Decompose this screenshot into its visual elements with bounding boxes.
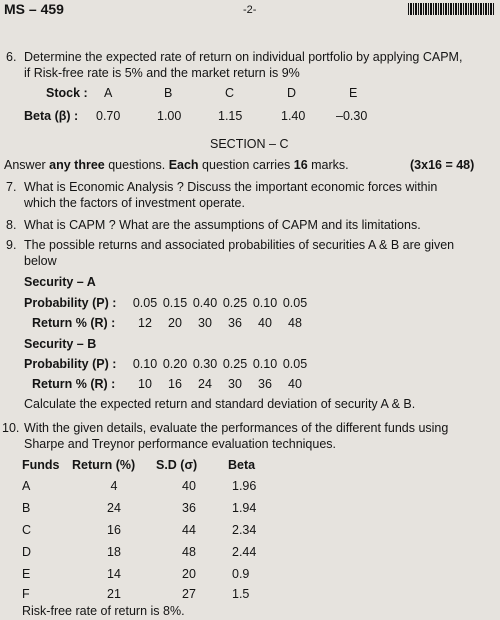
q6-line2: if Risk-free rate is 5% and the market return is 9% — [24, 66, 300, 80]
security-a-return: 12 — [138, 316, 152, 330]
beta-b: 1.00 — [157, 109, 182, 123]
table-row — [22, 501, 272, 516]
security-a-return: 30 — [198, 316, 212, 330]
fund-name: A — [22, 479, 31, 493]
q7-line1: What is Economic Analysis ? Discuss the important economic forces within — [24, 180, 438, 194]
stock-a: A — [104, 86, 113, 100]
fund-sd: 36 — [182, 501, 196, 515]
q9-closing: Calculate the expected return and standard deviation of security A & B. — [24, 397, 416, 411]
security-a-prob: 0.05 — [132, 296, 158, 310]
security-a-return: 36 — [228, 316, 242, 330]
fund-return: 21 — [107, 587, 121, 601]
security-b-prob: 0.10 — [132, 357, 158, 371]
fund-beta: 2.34 — [232, 523, 257, 537]
q10-number: 10. — [2, 421, 20, 435]
fund-sd: 20 — [182, 567, 196, 581]
table-row — [22, 479, 272, 494]
security-a-prob: 0.15 — [162, 296, 188, 310]
funds-header: Beta — [228, 458, 256, 472]
security-a-return: 40 — [258, 316, 272, 330]
fund-sd: 44 — [182, 523, 196, 537]
security-a-label: Security – A — [24, 275, 96, 289]
beta-e: –0.30 — [336, 109, 368, 123]
funds-table-header — [22, 458, 268, 473]
fund-beta: 2.44 — [232, 545, 257, 559]
security-b-return: 36 — [258, 377, 272, 391]
security-b-return-label: Return % (R) : — [32, 377, 116, 391]
fund-return: 18 — [107, 545, 121, 559]
q7-line2: which the factors of investment operate. — [24, 196, 245, 210]
beta-label: Beta (β) : — [24, 109, 79, 123]
security-a-prob: 0.25 — [222, 296, 248, 310]
stock-c: C — [225, 86, 235, 100]
fund-return: 24 — [107, 501, 121, 515]
section-marks: (3x16 = 48) — [410, 158, 475, 172]
page-number: -2- — [243, 4, 257, 16]
fund-sd: 40 — [182, 479, 196, 493]
section-title: SECTION – C — [210, 137, 289, 151]
fund-name: C — [22, 523, 32, 537]
security-b-prob: 0.05 — [282, 357, 308, 371]
stock-d: D — [287, 86, 297, 100]
fund-return: 14 — [107, 567, 121, 581]
q9-line1: The possible returns and associated probabilities of securities A & B are given — [24, 238, 455, 252]
paper-code: MS – 459 — [4, 1, 64, 17]
security-b-return: 10 — [138, 377, 152, 391]
security-a-prob: 0.40 — [192, 296, 218, 310]
security-b-return: 16 — [168, 377, 182, 391]
security-b-prob: 0.25 — [222, 357, 248, 371]
security-b-label: Security – B — [24, 337, 97, 351]
fund-beta: 1.5 — [232, 587, 250, 601]
funds-header: Funds — [22, 458, 60, 472]
security-a-return-row — [130, 316, 310, 331]
table-row — [22, 587, 272, 602]
security-b-prob-label: Probability (P) : — [24, 357, 117, 371]
security-a-return: 48 — [288, 316, 302, 330]
section-instruction: Answer any three questions. Each question carries 16 marks. — [4, 158, 349, 172]
security-b-return-row — [130, 377, 310, 392]
fund-beta: 1.96 — [232, 479, 257, 493]
security-b-prob: 0.20 — [162, 357, 188, 371]
fund-name: F — [22, 587, 30, 601]
stock-label: Stock : — [46, 86, 88, 100]
security-b-prob: 0.10 — [252, 357, 278, 371]
security-b-return: 24 — [198, 377, 212, 391]
security-a-prob-label: Probability (P) : — [24, 296, 117, 310]
q9-number: 9. — [6, 238, 17, 252]
security-b-prob-row — [130, 357, 310, 372]
fund-name: D — [22, 545, 32, 559]
q7-number: 7. — [6, 180, 17, 194]
security-a-return: 20 — [168, 316, 182, 330]
security-b-return: 40 — [288, 377, 302, 391]
q10-line2: Sharpe and Treynor performance evaluation techniques. — [24, 437, 336, 451]
q6-number: 6. — [6, 50, 17, 64]
stock-b: B — [164, 86, 173, 100]
beta-a: 0.70 — [96, 109, 121, 123]
security-a-return-label: Return % (R) : — [32, 316, 116, 330]
funds-header: S.D (σ) — [156, 458, 198, 472]
fund-beta: 1.94 — [232, 501, 257, 515]
security-a-prob: 0.10 — [252, 296, 278, 310]
security-a-prob: 0.05 — [282, 296, 308, 310]
security-b-prob: 0.30 — [192, 357, 218, 371]
fund-return: 4 — [110, 479, 118, 493]
q9-line2: below — [24, 254, 57, 268]
stock-e: E — [349, 86, 358, 100]
beta-d: 1.40 — [281, 109, 306, 123]
fund-return: 16 — [107, 523, 121, 537]
security-b-return: 30 — [228, 377, 242, 391]
fund-name: B — [22, 501, 31, 515]
funds-header: Return (%) — [72, 458, 136, 472]
security-a-prob-row — [130, 296, 310, 311]
fund-sd: 27 — [182, 587, 196, 601]
q6-line1: Determine the expected rate of return on individual portfolio by applying CAPM, — [24, 50, 463, 64]
q8-line1: What is CAPM ? What are the assumptions of CAPM and its limitations. — [24, 218, 421, 232]
table-row — [22, 523, 272, 538]
fund-name: E — [22, 567, 31, 581]
barcode — [408, 3, 494, 15]
fund-beta: 0.9 — [232, 567, 250, 581]
q10-footer: Risk-free rate of return is 8%. — [22, 604, 185, 618]
fund-sd: 48 — [182, 545, 196, 559]
q10-line1: With the given details, evaluate the performances of the different funds using — [24, 421, 449, 435]
q8-number: 8. — [6, 218, 17, 232]
beta-c: 1.15 — [218, 109, 243, 123]
table-row — [22, 545, 272, 560]
table-row — [22, 567, 272, 582]
